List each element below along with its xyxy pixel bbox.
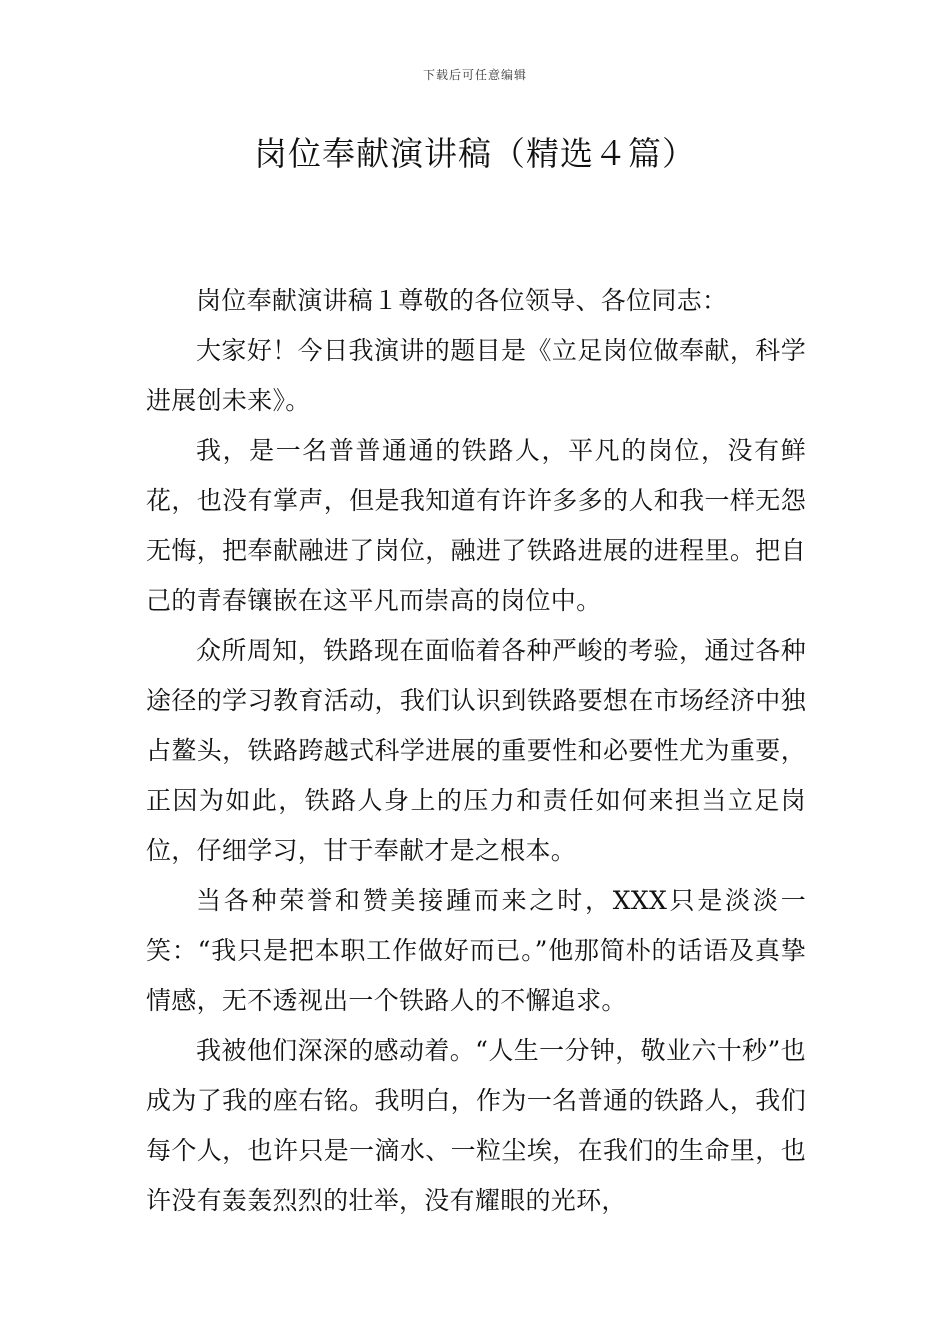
header-note: 下载后可任意编辑 (422, 68, 527, 82)
paragraph: 我被他们深深的感动着。“人生一分钟，敬业六十秒”也成为了我的座右铭。我明白，作为一名普通的铁路人，我们每个人，也许只是一滴水、一粒尘埃，在我们的生命里，也许没有轰轰烈烈的壮举，没有耀眼的光环， (146, 1036, 806, 1215)
document-title: 岗位奉献演讲稿（精选４篇） (254, 134, 696, 173)
paragraph: 众所周知，铁路现在面临着各种严峻的考验，通过各种途径的学习教育活动，我们认识到铁路要想在市场经济中独占鳌头，铁路跨越式科学进展的重要性和必要性尤为重要，正因为如此，铁路人身上的压力和责任如何来担当立足岗位，仔细学习，甘于奉献才是之根本。 (146, 636, 806, 865)
paragraph: 我，是一名普普通通的铁路人，平凡的岗位，没有鲜花，也没有掌声，但是我知道有许许多多的人和我一样无怨无悔，把奉献融进了岗位，融进了铁路进展的进程里。把自己的青春镶嵌在这平凡而崇高的岗位中。 (146, 436, 806, 615)
paragraph: 当各种荣誉和赞美接踵而来之时，XXX只是淡淡一笑：“我只是把本职工作做好而已。”他那简朴的话语及真挚情感，无不透视出一个铁路人的不懈追求。 (146, 886, 806, 1015)
document-body (146, 276, 806, 1226)
paragraph: 岗位奉献演讲稿１尊敬的各位领导、各位同志： (196, 286, 728, 315)
paragraph: 大家好！今日我演讲的题目是《立足岗位做奉献，科学进展创未来》。 (146, 336, 806, 415)
